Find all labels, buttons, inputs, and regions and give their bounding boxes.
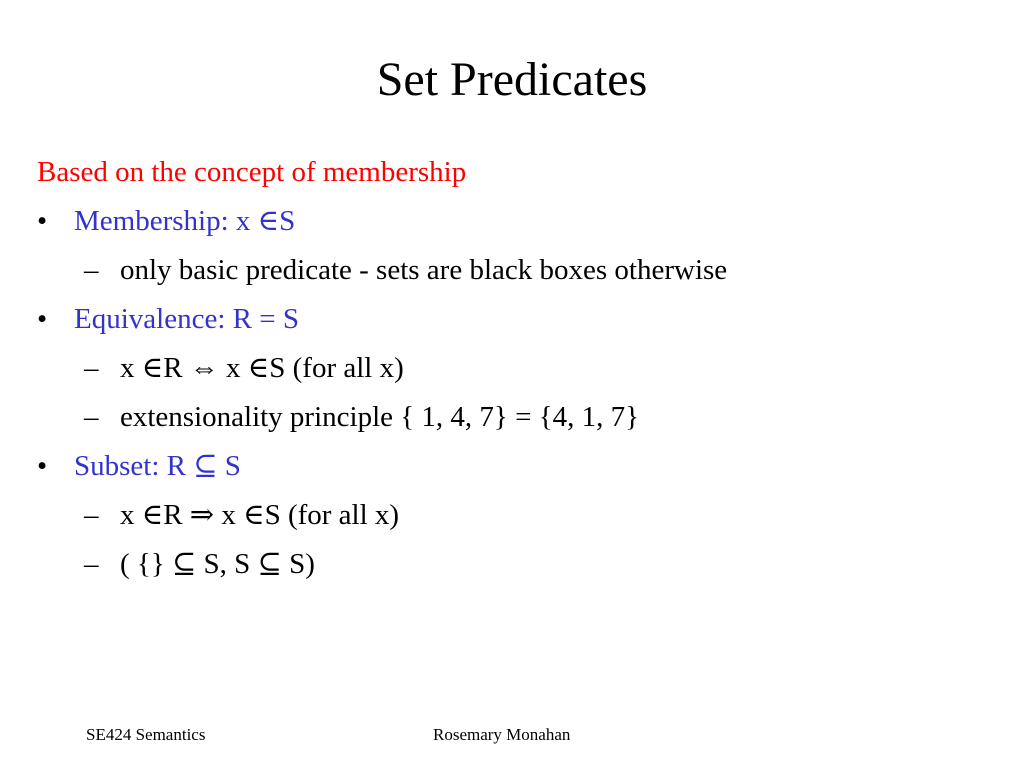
bullet-marker: •	[37, 205, 48, 237]
footer-author: Rosemary Monahan	[433, 725, 571, 744]
bullet-text: Equivalence: R = S	[74, 303, 299, 335]
bullet-text: Subset: R ⊆ S	[74, 450, 241, 482]
subitem-text: ( {} ⊆ S, S ⊆ S)	[120, 548, 315, 580]
sub-marker: –	[84, 352, 99, 384]
intro-line: Based on the concept of membership	[37, 156, 467, 188]
sub-marker: –	[84, 254, 99, 286]
subitem-text: only basic predicate - sets are black boxes otherwise	[120, 254, 728, 286]
subitem-text: x ∈R ⇔ x ∈S (for all x)	[120, 352, 404, 384]
subitem-text: x ∈R ⇒ x ∈S (for all x)	[120, 499, 400, 531]
bullet-marker: •	[37, 303, 48, 335]
sub-marker: –	[84, 499, 99, 531]
subitem-text: extensionality principle { 1, 4, 7} = {4, 1, 7}	[120, 401, 640, 433]
bullet-marker: •	[37, 450, 48, 482]
sub-marker: –	[84, 548, 99, 580]
sub-marker: –	[84, 401, 99, 433]
slide-title: Set Predicates	[376, 53, 648, 106]
bullet-text: Membership: x ∈S	[74, 205, 296, 237]
footer-course: SE424 Semantics	[86, 725, 206, 744]
